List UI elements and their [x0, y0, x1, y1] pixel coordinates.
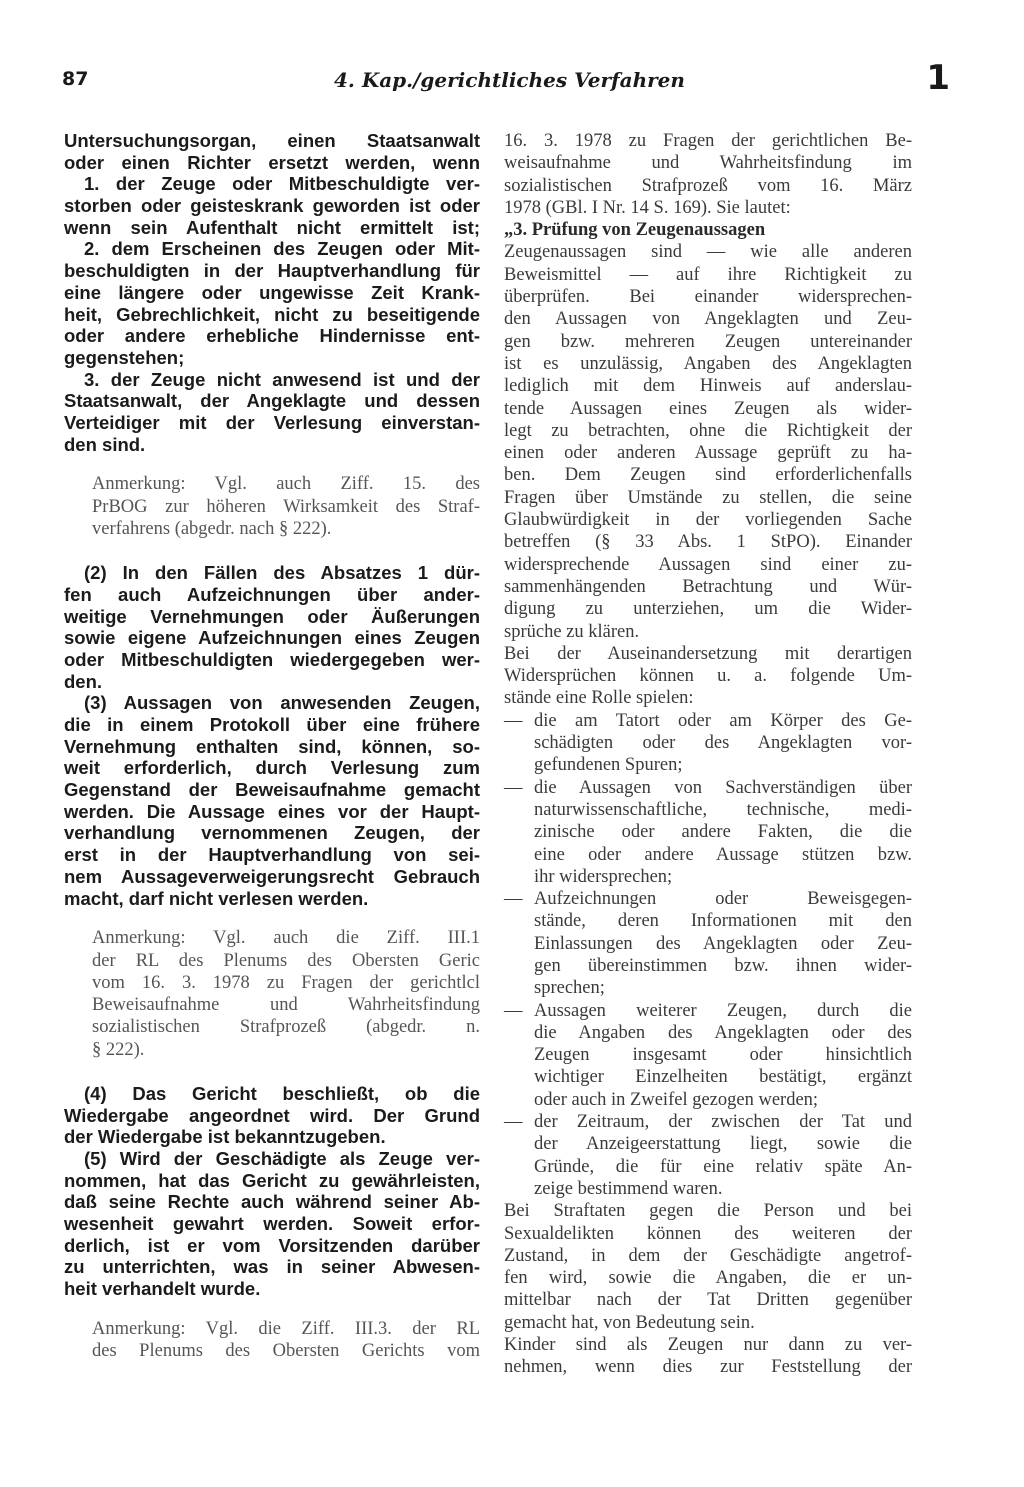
text-line: § 222). — [92, 1039, 145, 1060]
text-line: Glaubwürdigkeit in der vorliegenden Sache — [504, 510, 912, 531]
dash-list — [504, 710, 912, 1201]
text-line: wesenheit gewahrt werden. Soweit erfor- — [64, 1213, 480, 1235]
text-line: fen wird, sowie die Angaben, die er un- — [504, 1268, 912, 1289]
text-line: die am Tatort oder am Körper des Ge- — [534, 710, 912, 731]
dash-list-item-text — [534, 888, 912, 999]
text-line: weitige Vernehmungen oder Äußerungen — [64, 605, 480, 627]
text-line: des Plenums des Obersten Gerichts vom — [92, 1341, 480, 1362]
text-line: Anmerkung: Vgl. die Ziff. III.3. der RL — [92, 1318, 480, 1339]
text-line: ihr widersprechen; — [534, 866, 673, 887]
right-paragraph-block-c — [504, 1200, 912, 1378]
right-column — [504, 130, 912, 1379]
text-line: weit erforderlich, durch Verlesung zum — [64, 757, 480, 779]
left-paragraph-block-b — [64, 562, 480, 909]
text-line: sprüche zu klären. — [504, 621, 640, 642]
text-line: weisaufnahme und Wahrheitsfindung im — [504, 153, 912, 174]
text-line: Gegenstand der Beweisaufnahme gemacht — [64, 779, 480, 801]
text-line: wenn sein Aufenthalt nicht ermittelt ist; — [64, 216, 480, 238]
text-line: widersprechende Aussagen sind einer zu- — [504, 554, 912, 575]
text-line: eine längere oder ungewisse Zeit Krank- — [64, 281, 480, 303]
text-line: 2. dem Erscheinen des Zeugen oder Mit- — [84, 238, 480, 260]
text-line: Vernehmung enthalten sind, können, so- — [64, 735, 480, 757]
text-line: ist es unzulässig, Angaben des Angeklagten — [504, 353, 912, 374]
text-line: derlich, ist er vom Vorsitzenden darüber — [64, 1234, 480, 1256]
text-line: Zeugen insgesamt oder hinsichtlich — [534, 1045, 912, 1066]
text-line: oder Mitbeschuldigten wiedergegeben wer- — [64, 648, 480, 670]
text-line: legt zu betrachten, ohne die Richtigkeit der — [504, 420, 912, 441]
text-line: die Aussagen von Sachverständigen über — [534, 777, 912, 798]
text-line: sowie eigene Aufzeichnungen eines Zeugen — [64, 627, 480, 649]
text-line: der Wiedergabe ist bekanntzugeben. — [64, 1126, 386, 1148]
text-line: Sexualdelikten können des weiteren der — [504, 1223, 912, 1244]
text-line: gemacht hat, von Bedeutung sein. — [504, 1312, 755, 1333]
text-line: daß seine Rechte auch während seiner Ab- — [64, 1191, 480, 1213]
text-line: der RL des Plenums des Obersten Geric — [92, 950, 480, 971]
text-line: betreffen (§ 33 Abs. 1 StPO). Einander — [504, 532, 912, 553]
dash-list-item-text — [534, 1111, 912, 1200]
annotation-note-2 — [64, 927, 480, 1061]
text-line: Einlassungen des Angeklagten oder Zeu- — [534, 933, 912, 954]
text-line: erst in der Hauptverhandlung von sei- — [64, 844, 480, 866]
dash-list-item — [504, 888, 912, 999]
left-column — [64, 130, 480, 1384]
text-line: zinische oder andere Fakten, die die — [534, 822, 912, 843]
text-line: sprechen; — [534, 978, 605, 999]
text-line: stände eine Rolle spielen: — [504, 688, 694, 709]
dash-list-item — [504, 1111, 912, 1200]
text-line: macht, darf nicht verlesen werden. — [64, 887, 369, 909]
text-line: (5) Wird der Geschädigte als Zeuge ver- — [84, 1148, 480, 1170]
text-line: oder einen Richter ersetzt werden, wenn — [64, 151, 480, 173]
dash-bullet: — — [504, 1000, 523, 1021]
text-line: den sind. — [64, 433, 146, 455]
text-line: gefundenen Spuren; — [534, 755, 683, 776]
dash-list-item-text — [534, 710, 912, 777]
text-line: Beweismittel — auf ihre Richtigkeit zu — [504, 264, 912, 285]
dash-bullet: — — [504, 710, 523, 731]
chapter-number: 1 — [926, 58, 950, 98]
text-line: den. — [64, 670, 103, 692]
right-paragraph-block-a — [504, 130, 912, 219]
text-line: PrBOG zur höheren Wirksamkeit des Straf- — [92, 496, 480, 517]
text-line: vom 16. 3. 1978 zu Fragen der gerichtlcl — [92, 972, 480, 993]
text-line: heit, Gebrechlichkeit, nicht zu beseitigende — [64, 303, 480, 325]
text-line: Staatsanwalt, der Angeklagte und dessen — [64, 390, 480, 412]
text-line: naturwissenschaftliche, technische, medi- — [534, 799, 912, 820]
text-line: Gründe, die für eine relativ späte An- — [534, 1156, 912, 1177]
text-line: stände, deren Informationen mit den — [534, 911, 912, 932]
text-line: (3) Aussagen von anwesenden Zeugen, — [84, 692, 480, 714]
text-line: 3. der Zeuge nicht anwesend ist und der — [84, 368, 480, 390]
text-line: 16. 3. 1978 zu Fragen der gerichtlichen Be- — [504, 131, 912, 151]
text-line: lediglich mit dem Hinweis auf anderslau- — [504, 376, 912, 397]
text-line: Anmerkung: Vgl. auch die Ziff. III.1 — [92, 928, 480, 949]
annotation-note-3 — [64, 1318, 480, 1363]
annotation-note-1 — [64, 473, 480, 540]
page-header — [62, 58, 964, 102]
text-line: Aussagen weiterer Zeugen, durch die — [534, 1000, 912, 1021]
text-line: den Aussagen von Angeklagten und Zeu- — [504, 309, 912, 330]
text-line: Bei Straftaten gegen die Person und bei — [504, 1201, 912, 1222]
text-line: sozialistischen Strafprozeß (abgedr. n. — [92, 1017, 480, 1038]
text-line: Anmerkung: Vgl. auch Ziff. 15. des — [92, 474, 480, 495]
text-line: heit verhandelt wurde. — [64, 1278, 261, 1300]
text-line: sammenhängenden Betrachtung und Wür- — [504, 576, 912, 597]
text-line: schädigten oder des Angeklagten vor- — [534, 733, 912, 754]
text-line: (4) Das Gericht beschließt, ob die — [84, 1082, 480, 1104]
text-line: gegenstehen; — [64, 346, 185, 368]
text-line: Bei der Auseinandersetzung mit derartigen — [504, 643, 912, 664]
text-line: sozialistischen Strafprozeß vom 16. März — [504, 175, 912, 196]
text-line: (2) In den Fällen des Absatzes 1 dür- — [84, 562, 480, 584]
text-line: zeige bestimmend waren. — [534, 1178, 723, 1199]
text-line: gen bzw. mehreren Zeugen untereinander — [504, 331, 912, 352]
text-line: Zeugenaussagen sind — wie alle anderen — [504, 242, 912, 263]
text-line: Zustand, in dem der Geschädigte angetrof- — [504, 1245, 912, 1266]
text-line: Aufzeichnungen oder Beweisgegen- — [534, 889, 912, 910]
text-line: oder andere erhebliche Hindernisse ent- — [64, 325, 480, 347]
text-line: überprüfen. Bei einander widersprechen- — [504, 287, 912, 308]
text-line: der Anzeigeerstattung liegt, sowie die — [534, 1134, 912, 1155]
text-line: der Zeitraum, der zwischen der Tat und — [534, 1112, 912, 1133]
text-line: verfahrens (abgedr. nach § 222). — [92, 518, 332, 539]
text-line: Widersprüchen können u. a. folgende Um- — [504, 666, 912, 687]
text-line: oder auch in Zweifel gezogen werden; — [534, 1089, 819, 1110]
text-line: Beweisaufnahme und Wahrheitsfindung — [92, 995, 480, 1016]
text-line: einen oder anderen Aussage geprüft zu ha- — [504, 443, 912, 464]
text-line: tende Aussagen eines Zeugen als wider- — [504, 398, 912, 419]
text-line: Wiedergabe angeordnet wird. Der Grund — [64, 1104, 480, 1126]
left-paragraph-block-a — [64, 130, 480, 455]
text-line: 1. der Zeuge oder Mitbeschuldigte ver- — [84, 173, 480, 195]
left-paragraph-block-c — [64, 1083, 480, 1300]
text-line: mittelbar nach der Tat Dritten gegenüber — [504, 1290, 912, 1311]
text-line: nommen, hat das Gericht zu gewährleisten, — [64, 1169, 480, 1191]
text-line: die Angaben des Angeklagten oder des — [534, 1022, 912, 1043]
dash-list-item — [504, 710, 912, 777]
text-line: werden. Die Aussage eines vor der Haupt- — [64, 800, 480, 822]
text-line: storben oder geisteskrank geworden ist oder — [64, 195, 480, 217]
text-line: nem Aussageverweigerungsrecht Gebrauch — [64, 865, 480, 887]
dash-list-item-text — [534, 777, 912, 888]
dash-bullet: — — [504, 1112, 523, 1133]
text-line: zu unterrichten, was in seiner Abwesen- — [64, 1256, 480, 1278]
text-line: Untersuchungsorgan, einen Staatsanwalt — [64, 130, 480, 151]
section-heading: „3. Prüfung von Zeugenaussagen — [504, 220, 766, 241]
running-title: 4. Kap./gerichtliches Verfahren — [334, 68, 685, 92]
text-line: die in einem Protokoll über eine frühere — [64, 714, 480, 736]
text-line: Verteidiger mit der Verlesung einverstan- — [64, 411, 480, 433]
dash-list-item — [504, 1000, 912, 1111]
text-line: 1978 (GBl. I Nr. 14 S. 169). Sie lautet: — [504, 197, 791, 218]
page-number: 87 — [62, 68, 89, 90]
text-line: beschuldigten in der Hauptverhandlung für — [64, 260, 480, 282]
text-line: Fragen über Umstände zu stellen, die seine — [504, 487, 912, 508]
right-paragraph-block-b — [504, 241, 912, 709]
dash-bullet: — — [504, 889, 523, 910]
text-line: verhandlung vernommenen Zeugen, der — [64, 822, 480, 844]
text-line: Kinder sind als Zeugen nur dann zu ver- — [504, 1335, 912, 1356]
text-line: digung zu unterziehen, um die Wider- — [504, 599, 912, 620]
text-line: ben. Dem Zeugen sind erforderlichenfalls — [504, 465, 912, 486]
dash-bullet: — — [504, 777, 523, 798]
dash-list-item-text — [534, 1000, 912, 1111]
text-line: nehmen, wenn dies zur Feststellung der — [504, 1357, 912, 1378]
text-line: fen auch Aufzeichnungen über ander- — [64, 583, 480, 605]
text-line: wichtiger Einzelheiten bestätigt, ergänzt — [534, 1067, 912, 1088]
text-line: eine oder andere Aussage stützen bzw. — [534, 844, 912, 865]
text-line: gen übereinstimmen bzw. ihnen wider- — [534, 955, 912, 976]
dash-list-item — [504, 777, 912, 888]
